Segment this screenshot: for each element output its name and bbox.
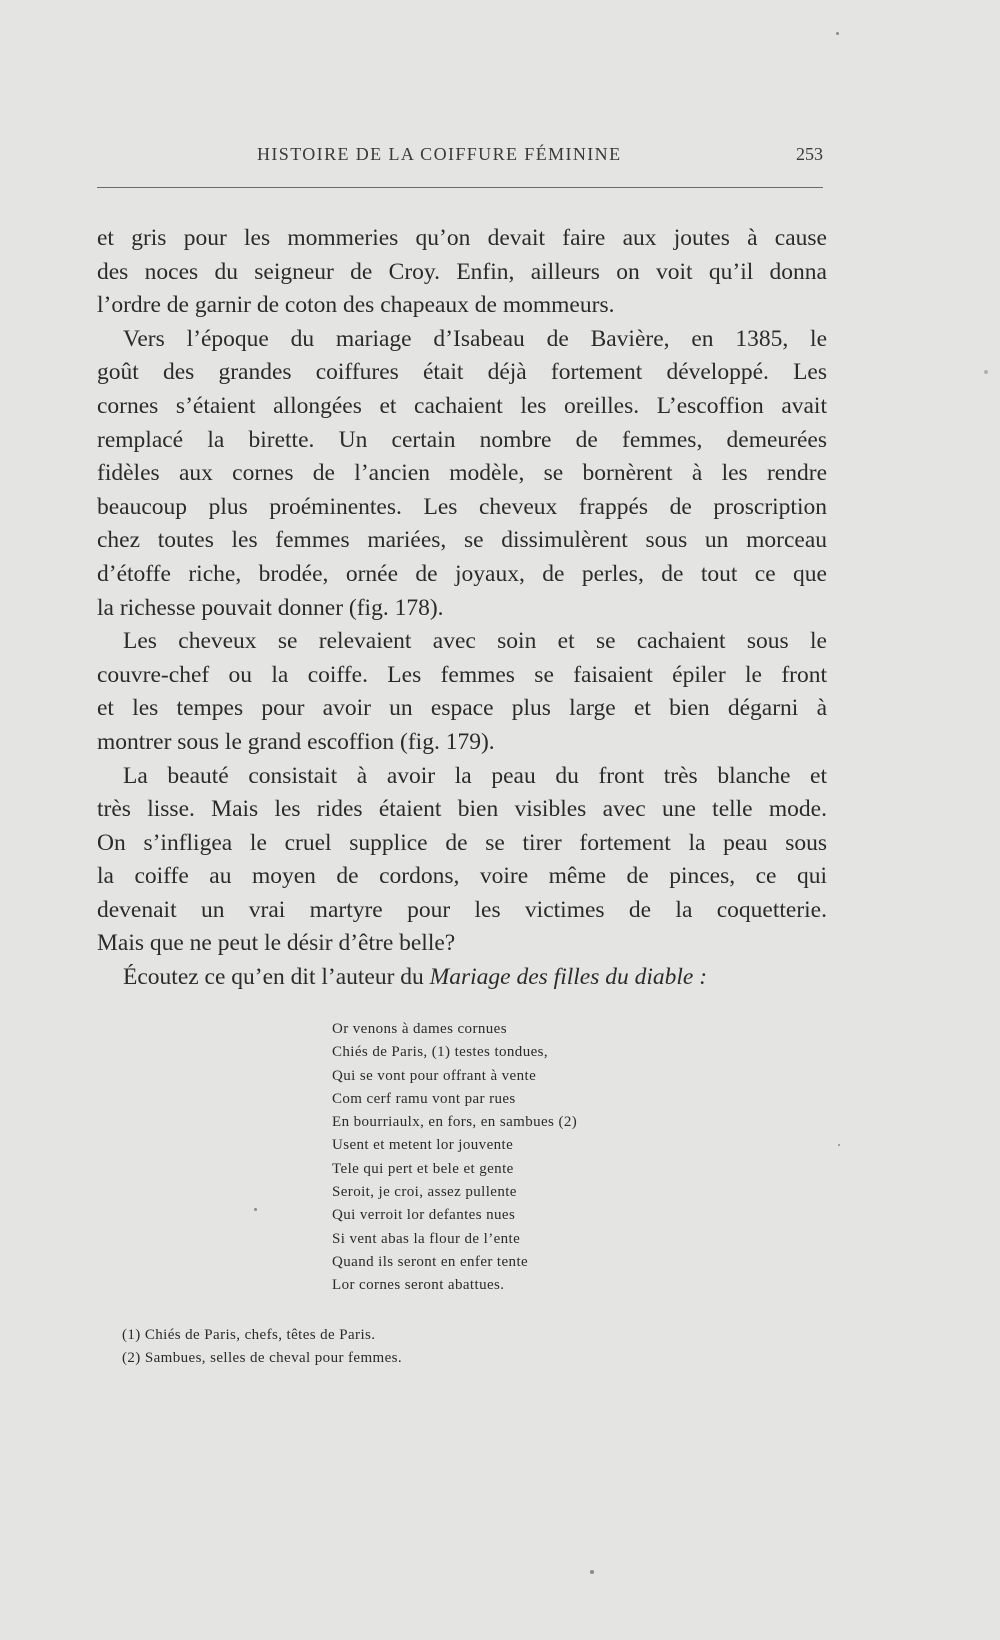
citation-suffix: : [693,964,708,991]
text-line: La beauté consistait à avoir la peau du front très blanche et [123,762,827,789]
text-line-citation [97,961,827,995]
text-line: goût des grandes coiffures était déjà fortement développé. Les [97,359,827,386]
footnote-1: (1) Chiés de Paris, chefs, têtes de Paris. [122,1327,376,1343]
text-line: Mais que ne peut le désir d’être belle? [97,930,456,957]
text-line: Les cheveux se relevaient avec soin et se cachaient sous le [123,628,827,655]
poem-line: Usent et metent lor jouvente [332,1137,514,1154]
paper-speck [838,1144,840,1146]
cited-work-title: Mariage des filles du diable [429,964,694,991]
poem-line: Or venons à dames cornues [332,1021,507,1037]
text-line: On s’infligea le cruel supplice de se tirer fortement la peau sous [97,829,827,856]
poem-line: Qui verroit lor defantes nues [332,1207,516,1224]
paper-speck [836,32,839,35]
poem-line: Quand ils seront en enfer tente [332,1253,529,1270]
poem-line: En bourriaulx, en fors, en sambues (2) [332,1114,578,1131]
poem-line: Chiés de Paris, (1) testes tondues, [332,1044,549,1061]
text-line: Vers l’époque du mariage d’Isabeau de Bavière, en 1385, le [123,325,827,352]
text-line: beaucoup plus proéminentes. Les cheveux frappés de proscription [97,493,827,520]
paper-speck [254,1208,257,1211]
text-line: couvre-chef ou la coiffe. Les femmes se faisaient épiler le front [97,661,827,688]
text-line: la coiffe au moyen de cordons, voire même de pinces, ce qui [97,863,827,890]
text-line: d’étoffe riche, brodée, ornée de joyaux, de perles, de tout ce que [97,560,827,587]
text-line: remplacé la birette. Un certain nombre de femmes, demeurées [97,426,827,453]
poem-line: Com cerf ramu vont par rues [332,1090,516,1107]
paper-speck [590,1570,594,1574]
text-line: la richesse pouvait donner (fig. 178). [97,594,444,621]
text-line: très lisse. Mais les rides étaient bien visibles avec une telle mode. [97,796,827,823]
citation-prefix: Écoutez ce qu’en dit l’auteur du [123,964,430,991]
text-line: fidèles aux cornes de l’ancien modèle, se bornèrent à les rendre [97,460,827,487]
text-line: et gris pour les mommeries qu’on devait faire aux joutes à cause [97,225,827,251]
body-text [97,222,827,995]
poem-line: Lor cornes seront abattues. [332,1277,505,1294]
footnotes [122,1324,722,1370]
text-line: chez toutes les femmes mariées, se dissimulèrent sous un morceau [97,527,827,554]
text-line: des noces du seigneur de Croy. Enfin, ailleurs on voit qu’il donna [97,258,827,285]
page-number: 253 [796,144,823,164]
footnote-2: (2) Sambues, selles de cheval pour femmes. [122,1350,403,1366]
text-line: devenait un vrai martyre pour les victimes de la coquetterie. [97,896,827,923]
text-line: l’ordre de garnir de coton des chapeaux de mommeurs. [97,292,615,319]
header-rule [97,187,823,188]
text-line: et les tempes pour avoir un espace plus large et bien dégarni à [97,695,827,722]
running-title: HISTOIRE DE LA COIFFURE FÉMININE [257,144,622,164]
poem-line: Tele qui pert et bele et gente [332,1160,514,1177]
text-line: montrer sous le grand escoffion (fig. 179). [97,728,495,755]
poem-line: Seroit, je croi, assez pullente [332,1184,517,1201]
text-line: cornes s’étaient allongées et cachaient les oreilles. L’escoffion avait [97,392,827,419]
poem-quotation [332,1018,652,1298]
paper-speck [984,370,988,374]
poem-line: Qui se vont pour offrant à vente [332,1067,537,1084]
poem-line: Si vent abas la flour de l’ente [332,1230,521,1247]
page-header [97,140,823,170]
